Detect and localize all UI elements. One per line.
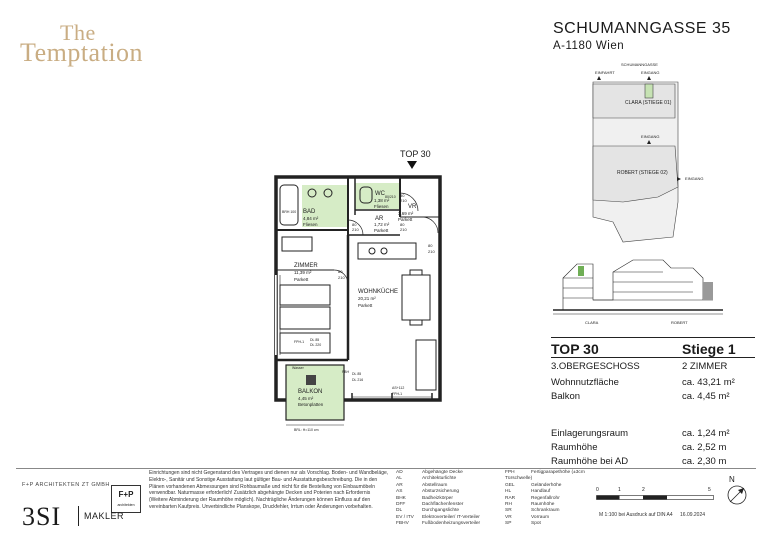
abbr-row: SP Spot (505, 521, 541, 527)
footer-divider (16, 468, 756, 469)
abbr-row: BHK Badheizkörper (396, 495, 453, 501)
door-label-zimmer: 80 (338, 269, 343, 274)
area-label-1: Balkon (551, 391, 581, 402)
sitemap-street: SCHUMANNGASSE (621, 62, 658, 67)
dl-label-2: DL 85 (352, 372, 362, 376)
door-label-bad-h: 210 (352, 227, 359, 232)
door-label-entry-h: 210 (428, 249, 435, 254)
sitemap-einfahrt: EINFAHRT (595, 70, 615, 75)
unit-rooms: 2 ZIMMER (682, 361, 728, 372)
brand-makler: MAKLER (84, 511, 125, 521)
door-label-entry: 80 (428, 243, 433, 248)
abbr-row: VR Vorraum (505, 514, 550, 520)
unit-stiege: Stiege 1 (682, 341, 736, 357)
room-zimmer-area: 11,39 m² (294, 270, 312, 275)
door-label-zimmer-h: 210 (338, 275, 345, 280)
divider-middle (551, 357, 755, 358)
room-wohnkueche-name: WOHNKÜCHE (358, 289, 398, 295)
abbr-row: DFF Dachflächenfenster (396, 502, 464, 508)
brand-logo-line1: The (60, 20, 96, 45)
brand-logo-line2: Temptation (20, 38, 144, 67)
plan-date: 16.09.2024 (680, 512, 706, 518)
door-label-ar: 80 (400, 222, 405, 227)
unit-floor: 3.OBERGESCHOSS (551, 361, 640, 372)
abbr-row: SR Schrankraum (505, 508, 560, 514)
abbr-row: RH Raumhöhe (505, 502, 555, 508)
abbr-row: AD Abgehängte Decke (396, 470, 463, 475)
sitemap-clara: CLARA (STIEGE 01) (625, 100, 672, 106)
sitemap-eingang-2: EINGANG (641, 134, 660, 139)
door-label-ar-h: 210 (400, 227, 407, 232)
room-vr-area: 3,69 m² (398, 211, 414, 216)
fph-label-1: FPH-1 (294, 340, 305, 344)
room-vr-floor: Parkett (398, 217, 413, 222)
abbr-list-1 (396, 470, 496, 528)
abbr-list-2 (505, 470, 595, 528)
scale-label-0: 0 (596, 487, 599, 493)
brstg-label: BRL: H=110 cm (294, 428, 319, 432)
area-value-1: ca. 4,45 m² (682, 391, 730, 402)
abbr-row: RAR Regenfallrohr (505, 495, 560, 501)
as-label: AS+112 (392, 386, 405, 390)
top-marker-arrow-icon (407, 161, 417, 169)
architect-name: F+P ARCHITEKTEN ZT GMBH (22, 482, 110, 488)
room-wc-floor: Fliesen (374, 204, 389, 209)
room-wohnkueche-area: 20,21 m² (358, 296, 376, 301)
scale-labels (596, 487, 716, 495)
section-highlight (578, 266, 584, 276)
scale-bar (596, 495, 718, 501)
brh-label: BRH 100 (282, 210, 297, 214)
room-vr-name: VR (408, 204, 417, 210)
sitemap-robert: ROBERT (STIEGE 02) (617, 170, 668, 176)
room-ar-name: AR (375, 216, 384, 222)
room-bad-name: BAD (303, 209, 316, 215)
abbr-row: FPH Fertigparapethöhe (±3cm Türschwelle) (505, 470, 585, 482)
door-label-bad: 80 (352, 222, 357, 227)
room-wc-area: 1,38 m² (374, 198, 390, 203)
wasser-label: Wasser (292, 366, 304, 370)
room-bad-area: 4,84 m² (303, 216, 319, 221)
abbr-row: DL Durchgangslichte (396, 508, 460, 514)
abbr-row: AL Architekturlichte (396, 476, 457, 482)
abbr-row: AS Absturzsicherung (396, 489, 460, 495)
sitemap-eingang-3: EINGANG (685, 176, 704, 181)
abbr-row: HL Handlauf (505, 489, 551, 495)
sitemap-eingang-1: EINGANG (641, 70, 660, 75)
brand-3si-logo: 3SI (22, 502, 62, 531)
fp-logo (111, 485, 141, 513)
scale-label-5: 5 (708, 487, 711, 493)
room-bad-floor: Fliesen (303, 222, 318, 227)
address-street: SCHUMANNGASSE 35 (553, 20, 731, 37)
scale-note: M 1:100 bei Ausdruck auf DIN A4 (599, 512, 673, 518)
footer-disclaimer: Einrichtungen sind nicht Gegenstand des Vertrages und dienen nur als Vorschlag. Boden- und Wandbeläge, Elektro-, Sanitär und Sonstige Ausstattung laut gültiger Bau- und Ausstattungsbeschreibung. Die in den Plänen vorhandenen Abmessungen sind Rohbaumaße und nicht für die Bestellung von Einbaumöbeln verwendbar. Naturmasse erforderlich! Zusätzlich abgehängte Decken und Poterien nach Erfordernis (Weitere Abminderung der Raumhöhe möglich). Nachträgliche Änderungen können Einfluss auf den vereinbarten Kaufpreis. Unverbindliche Planskope, Druckfehler, Irrtum oder Änderungen vorbehalten. (149, 470, 389, 510)
abbr-row: FBHV Fußbodenheizungsverteiler (396, 521, 481, 527)
fp-logo-text: F+P (118, 490, 134, 499)
section-robert: ROBERT (671, 320, 688, 325)
fph-label-2: FPH-1 (392, 392, 403, 396)
site-map (553, 62, 723, 257)
north-arrow-icon (726, 484, 748, 506)
address-city: A-1180 Wien (553, 40, 625, 52)
door-label-vr-h: 210 (400, 198, 407, 203)
fp-logo-sub: architekten (117, 503, 135, 507)
dl-label-2b: DL 216 (352, 378, 364, 382)
extra-label-1: Raumhöhe (551, 442, 598, 453)
room-ar-floor: Parkett (374, 228, 389, 233)
door-label-vr: 80 (400, 193, 405, 198)
extra-label-0: Einlagerungsraum (551, 428, 629, 439)
north-label: N (729, 475, 735, 484)
floor-plan (272, 175, 452, 435)
room-balkon-name: BALKON (298, 389, 323, 395)
extra-value-0: ca. 1,24 m² (682, 428, 730, 439)
section-drawing (553, 258, 723, 330)
room-ar-area: 1,72 m² (374, 222, 390, 227)
room-wc-name: WC (375, 191, 385, 197)
section-clara: CLARA (585, 320, 599, 325)
room-balkon-area: 4,45 m² (298, 396, 314, 401)
dl-label-1b: DL 220 (310, 343, 322, 347)
fbh-label: FBH (342, 370, 349, 374)
abbr-row: EV / ITV Elektroverteiler/ IT-Verteiler (396, 514, 480, 520)
extra-value-2: ca. 2,30 m (682, 456, 727, 467)
room-zimmer-floor: Parkett (294, 277, 309, 282)
abbr-row: AR Abstellraum (396, 482, 448, 488)
room-wohnkueche-floor: Parkett (358, 303, 373, 308)
room-zimmer-name: ZIMMER (294, 263, 318, 269)
area-value-0: ca. 43,21 m² (682, 377, 735, 388)
scale-label-1: 1 (618, 487, 621, 493)
extra-value-1: ca. 2,52 m (682, 442, 727, 453)
room-balkon-floor: Betonplatten (298, 402, 324, 407)
logo-divider (78, 506, 79, 526)
scale-label-2: 2 (642, 487, 645, 493)
dl-label-1: DL 85 (310, 338, 320, 342)
unit-top-title: TOP 30 (551, 341, 599, 357)
abbr-row: GEL Geländerhöhe (505, 482, 562, 488)
area-label-0: Wohnnutzfläche (551, 377, 619, 388)
divider-top (551, 337, 755, 338)
extra-label-2: Raumhöhe bei AD (551, 456, 629, 467)
top-marker-label: TOP 30 (400, 149, 431, 159)
wc-door-label: 80/210 (385, 195, 396, 199)
